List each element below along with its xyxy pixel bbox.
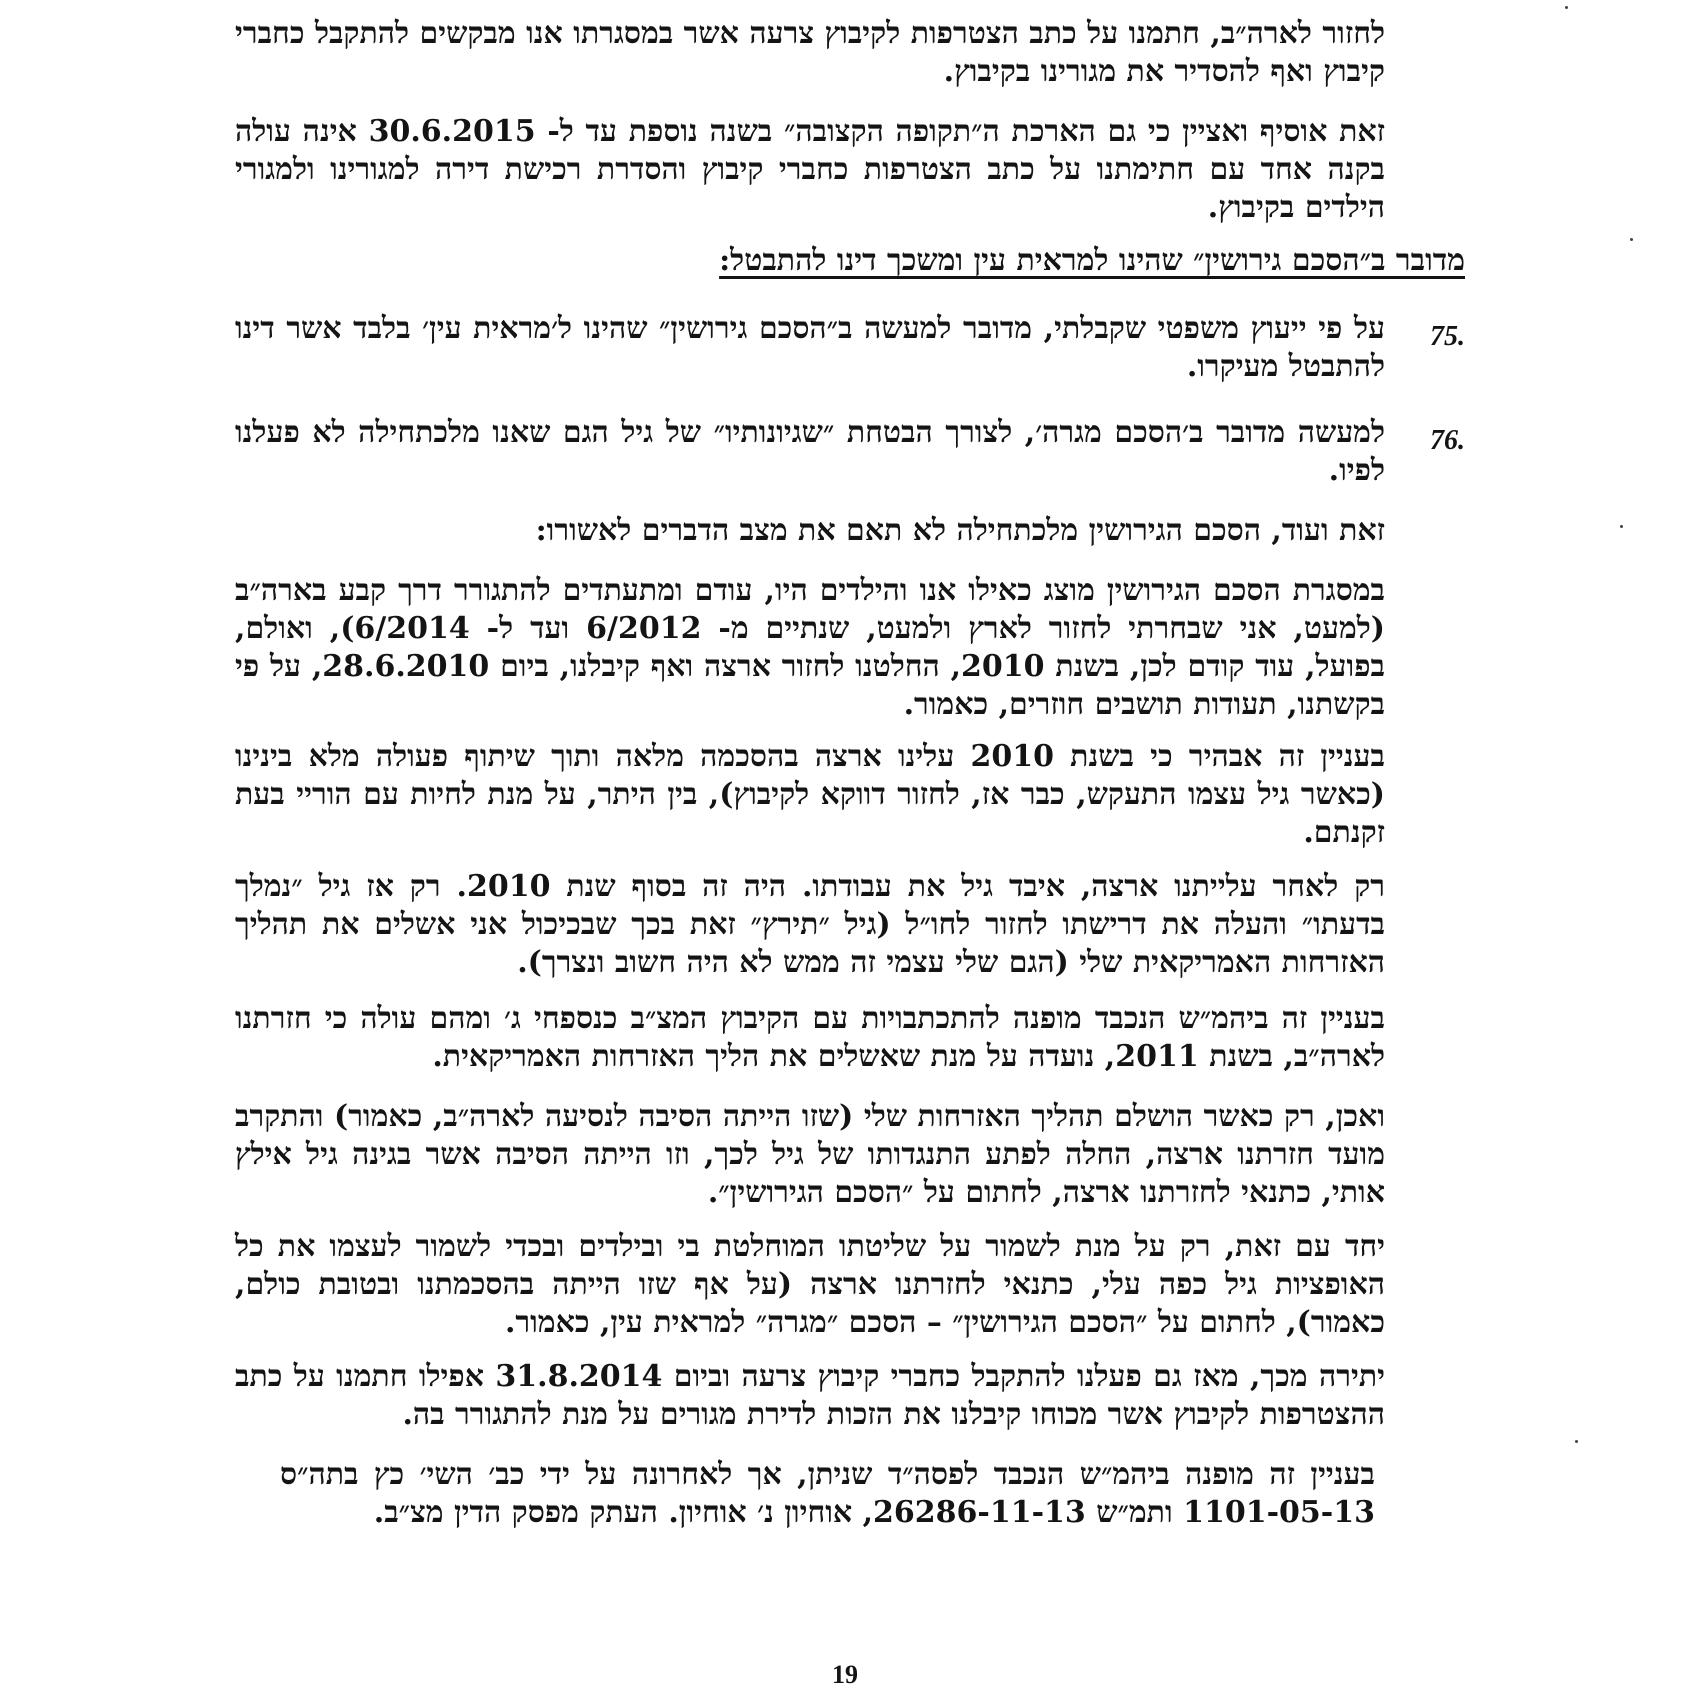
ruling-text: בעניין זה מופנה ביהמ״ש הנכבד לפסה״ד שניתן, אך לאחרונה על ידי כב׳ השי׳ כץ בתה״ס 1101-05-13 ותמ״ש 26286-11-13, — [280, 1457, 1375, 1530]
ruling-attachment-note: העתק מפסק הדין מצ״ב. — [373, 1495, 658, 1530]
section-heading: מדובר ב״הסכם גירושין״ שהינו למראית עין ומשכך דינו להתבטל: — [719, 243, 1465, 278]
paragraph-citizenship: ואכן, רק כאשר הושלם תהליך האזרחות שלי (שזו הייתה הסיבה לנסיעה לארה״ב, כאמור) והתקרב מועד חזרתנו ארצה, החלה לפתע התנגדותו של גיל לכך, וזו הייתה הסיבה אשר בגינה גיל אילץ אותי, כתנאי לחזרתנו ארצה, לחתום על ״הסכם הגירושין״. — [235, 1099, 1385, 1210]
paragraph-75: על פי ייעוץ משפטי שקבלתי, מדובר למעשה ב״הסכם גירושין״ שהינו ל׳מראית עין׳ בלבד אשר דינו להתבטל מעיקרו. — [235, 311, 1385, 384]
paragraph-moreover: זאת ועוד, הסכם הגירושין מלכתחילה לא תאם את מצב הדברים לאשורו: — [535, 513, 1385, 548]
scan-speck — [1565, 6, 1568, 9]
page-number: 19 — [832, 1660, 858, 1689]
paragraph-kibbutz-membership: יתירה מכך, מאז גם פעלנו להתקבל כחברי קיבוץ צרעה וביום 31.8.2014 אפילו חתמנו על כתב ההצטרפות לקיבוץ אשר מכוחו קיבלנו את הזכות לדירת מגורים על מנת להתגורר בה. — [235, 1359, 1385, 1432]
paragraph-correspondence: בעניין זה ביהמ״ש הנכבד מופנה להתכתבויות עם הקיבוץ המצ״ב כנספחי ג׳ ומהם עולה כי חזרתנו לארה״ב, בשנת 2011, נועדה על מנת שאשלים את הליך האזרחות האמריקאית. — [235, 1001, 1385, 1074]
paragraph-control: יחד עם זאת, רק על מנת לשמור על שליטתו המוחלטת בי ובילדים ובכדי לשמור לעצמו את כל האופציות גיל כפה עלי, כתנאי לחזרתנו ארצה (על אף שזו הייתה בהסכמתנו ובטובת כולם, כאמור), לחתום על ״הסכם הגירושין״ – הסכם ״מגרה״ למראית עין, כאמור. — [235, 1229, 1385, 1340]
scan-speck — [1575, 1440, 1578, 1443]
paragraph-extension-note: זאת אוסיף ואציין כי גם הארכת ה״תקופה הקצובה״ בשנה נוספת עד ל- 30.6.2015 אינה עולה בקנה אחד עם חתימתנו על כתב הצטרפות כחברי קיבוץ והסדרת רכישת דירה למגורינו ולמגורי הילדים בקיבוץ. — [235, 114, 1385, 225]
item-number-76: .76 — [1430, 425, 1465, 456]
paragraph-immigration-2010: בעניין זה אבהיר כי בשנת 2010 עלינו ארצה בהסכמה מלאה ותוך שיתוף פעולה מלא בינינו (כאשר גיל עצמו התעקש, כבר אז, לחזור דווקא לקיבוץ), בין היתר, על מנת לחיות עם הוריי בעת זקנתם. — [235, 739, 1385, 850]
scan-speck — [1630, 238, 1633, 241]
ruling-separator: . — [657, 1495, 679, 1530]
paragraph-continuation: לחזור לארה״ב, חתמנו על כתב הצטרפות לקיבוץ צרעה אשר במסגרתו אנו מבקשים להתקבל כחברי קיבוץ ואף להסדיר את מגורינו בקיבוץ. — [235, 16, 1385, 89]
item-number-75: .75 — [1430, 321, 1465, 352]
paragraph-court-ruling — [280, 1456, 1375, 1532]
paragraph-divorce-framework: במסגרת הסכם הגירושין מוצג כאילו אנו והילדים היו, עודם ומתעתדים להתגורר דרך קבע בארה״ב (למעט, אני שבחרתי לחזור לארץ ולמעט, שנתיים מ- 6/2012 ועד ל- 6/2014), ואולם, בפועל, עוד קודם לכן, בשנת 2010, החלטנו לחזור ארצה ואף קיבלנו, ביום 28.6.2010, על פי בקשתנו, תעודות תושבים חוזרים, כאמור. — [235, 573, 1385, 722]
paragraph-job-loss: רק לאחר עלייתנו ארצה, איבד גיל את עבודתו. היה זה בסוף שנת 2010. רק אז גיל ״נמלך בדעתו״ והעלה את דרישתו לחזור לחו״ל (גיל ״תירץ״ זאת בכך שבכיכול אני אשלים את תהליך האזרחות האמריקאית שלי (הגם שלי עצמי זה ממש לא היה חשוב ונצרך). — [235, 869, 1385, 980]
paragraph-76: למעשה מדובר ב׳הסכם מגרה׳, לצורך הבטחת ״שגיונותיו״ של גיל הגם שאנו מלכתחילה לא פעלנו לפיו. — [235, 415, 1385, 488]
scan-speck — [1620, 525, 1623, 528]
case-name: אוחיון נ׳ אוחיון — [678, 1495, 853, 1530]
